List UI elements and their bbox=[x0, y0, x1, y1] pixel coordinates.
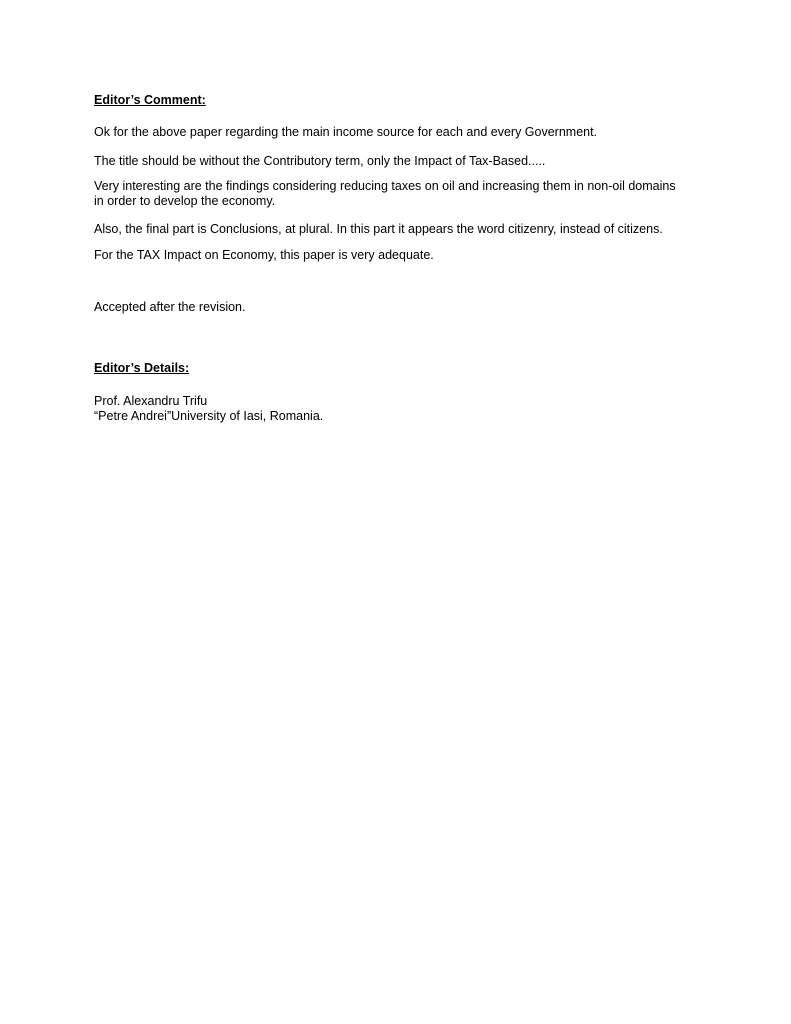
comment-paragraph-4: Also, the final part is Conclusions, at plural. In this part it appears the word citizenry, instead of citizens. bbox=[94, 222, 663, 236]
comment-paragraph-1: Ok for the above paper regarding the main income source for each and every Government. bbox=[94, 125, 598, 139]
editor-details-block bbox=[94, 394, 714, 424]
comment-paragraph-5: For the TAX Impact on Economy, this paper is very adequate. bbox=[94, 248, 434, 262]
comment-paragraph-3 bbox=[94, 179, 714, 209]
editor-name: Prof. Alexandru Trifu bbox=[94, 394, 208, 408]
editor-details-heading: Editor’s Details: bbox=[94, 361, 190, 375]
editor-comment-heading: Editor’s Comment: bbox=[94, 93, 206, 107]
comment-paragraph-3-line-1: Very interesting are the findings considering reducing taxes on oil and increasing them in non-oil domains bbox=[94, 179, 676, 193]
comment-paragraph-3-line-2: in order to develop the economy. bbox=[94, 194, 276, 208]
comment-verdict: Accepted after the revision. bbox=[94, 300, 246, 314]
editor-affiliation: “Petre Andrei”University of Iasi, Romania. bbox=[94, 409, 324, 423]
comment-paragraph-2: The title should be without the Contributory term, only the Impact of Tax-Based..... bbox=[94, 154, 546, 168]
